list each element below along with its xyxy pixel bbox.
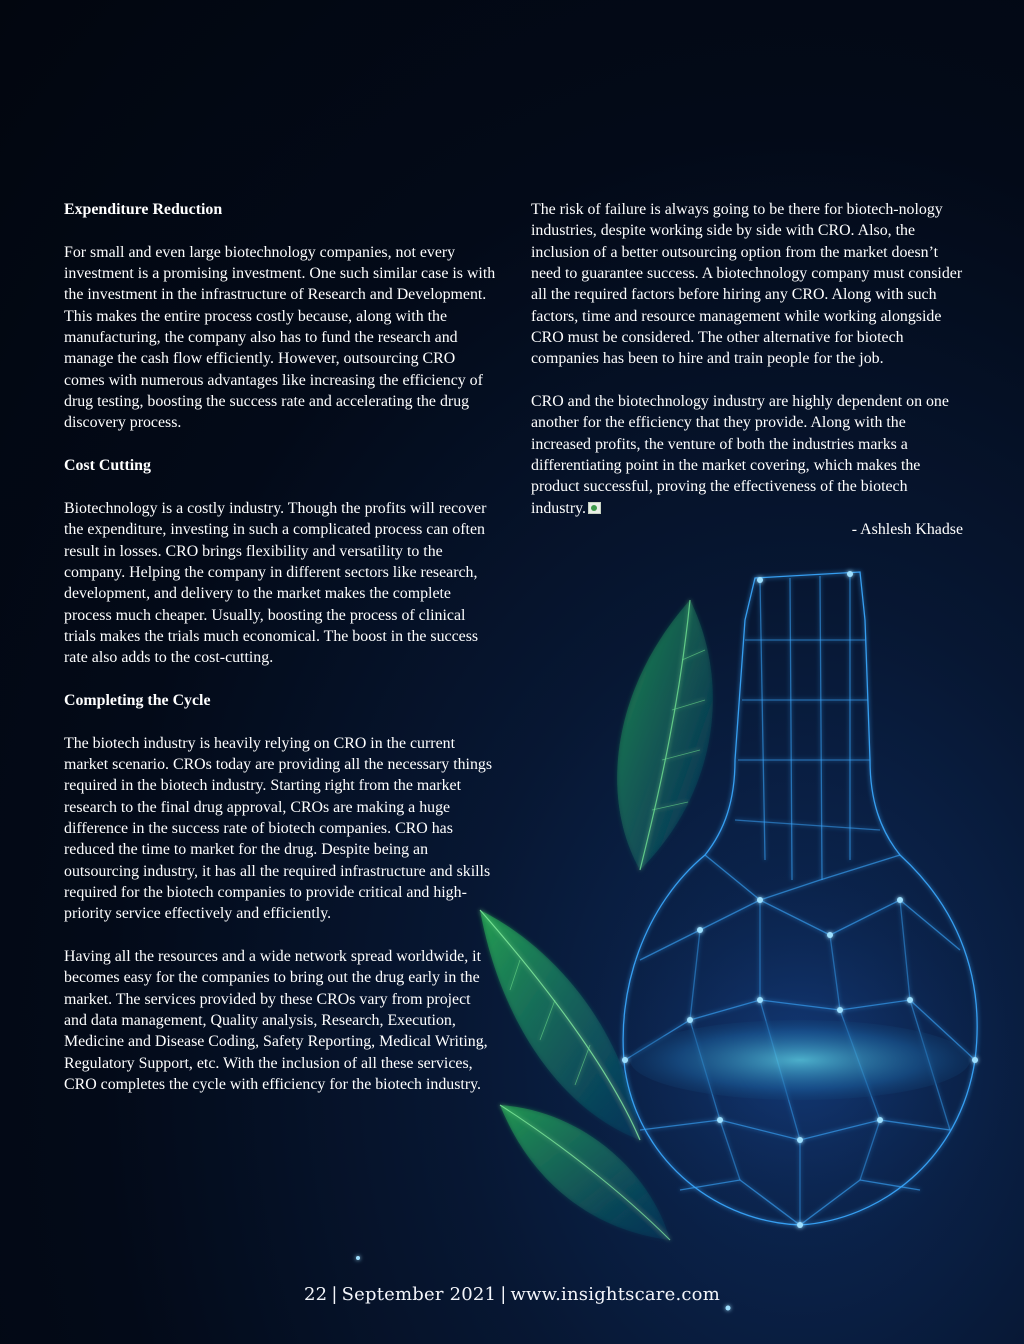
paragraph-expenditure-reduction: For small and even large biotechnology companies, not every investment is a promising investment. One such similar case is with the investment in the infrastructure of Research and Development. This makes the entire process costly because, along with the manufacturing, the company also has to fund the research and manage the cash flow efficiently. However, outsourcing CRO comes with numerous advantages like increasing the efficiency of drug testing, boosting the success rate and accelerating the drug discovery process. (64, 243, 496, 432)
heading-expenditure-reduction: Expenditure Reduction (64, 201, 223, 218)
flask-liquid (630, 1020, 970, 1100)
footer-separator: | (331, 1284, 338, 1305)
page-number: 22 (304, 1284, 328, 1305)
website-link[interactable]: www.insightscare.com (510, 1284, 720, 1305)
leaf-upper (617, 600, 713, 870)
article-left-column (64, 199, 496, 1117)
conclusion-text: CRO and the biotechnology industry are highly dependent on one another for the efficiency that they provide. Along with the increased profits, the venture of both the industries marks a differentiating point in the market covering, which makes the product successful, proving the effectiveness of the biotech industry. (531, 393, 949, 517)
author-signature: - Ashlesh Khadse (851, 521, 963, 539)
paragraph-conclusion (531, 391, 963, 519)
article-right-column (531, 199, 963, 562)
heading-cost-cutting: Cost Cutting (64, 457, 151, 475)
paragraph-completing-the-cycle-2: Having all the resources and a wide network spread worldwide, it becomes easy for the companies to bring out the drug early in the market. The services provided by these CROs vary from project and data management, Quality analysis, Research, Execution, Medicine and Disease Coding, Safety Reporting, Medical Writing, Regulatory Support, etc. With the inclusion of all these services, CRO completes the cycle with efficiency for the biotech industry. (64, 948, 488, 1094)
footer-separator: | (500, 1284, 507, 1305)
issue-date: September 2021 (341, 1284, 497, 1305)
page-footer (0, 1284, 1024, 1305)
paragraph-cost-cutting: Biotechnology is a costly industry. Though the profits will recover the expenditure, investing in such a complicated process can often result in losses. CRO brings flexibility and versatility to the company. Helping the company in different sectors like research, development, and delivery to the market makes the complete process much cheaper. Usually, boosting the process of clinical trials makes the trials much economical. The boost in the success rate also adds to the cost-cutting. (64, 499, 487, 667)
paragraph-risk-of-failure: The risk of failure is always going to be there for biotech-nology industries, despite working side by side with CRO. Also, the inclusion of a better outsourcing option from the market doesn’t need to guarantee success. A biotechnology company must consider all the required factors before hiring any CRO. Along with such factors, time and resource management while working alongside CRO must be considered. The other alternative for biotech companies has been to hire and train people for the job. (531, 201, 963, 368)
article-end-icon (588, 502, 601, 514)
paragraph-completing-the-cycle-1: The biotech industry is heavily relying on CRO in the current market scenario. CROs today are providing all the necessary things required in the biotech industry. Starting right from the market research to the final drug approval, CROs are making a huge difference in the success rate of biotech companies. CRO has reduced the time to market for the drug. Despite being an outsourcing industry, it has all the required infrastructure and skills required for the biotech companies to provide critical and high-priority service effectively and efficiently. (64, 734, 493, 923)
heading-completing-the-cycle: Completing the Cycle (64, 691, 211, 709)
